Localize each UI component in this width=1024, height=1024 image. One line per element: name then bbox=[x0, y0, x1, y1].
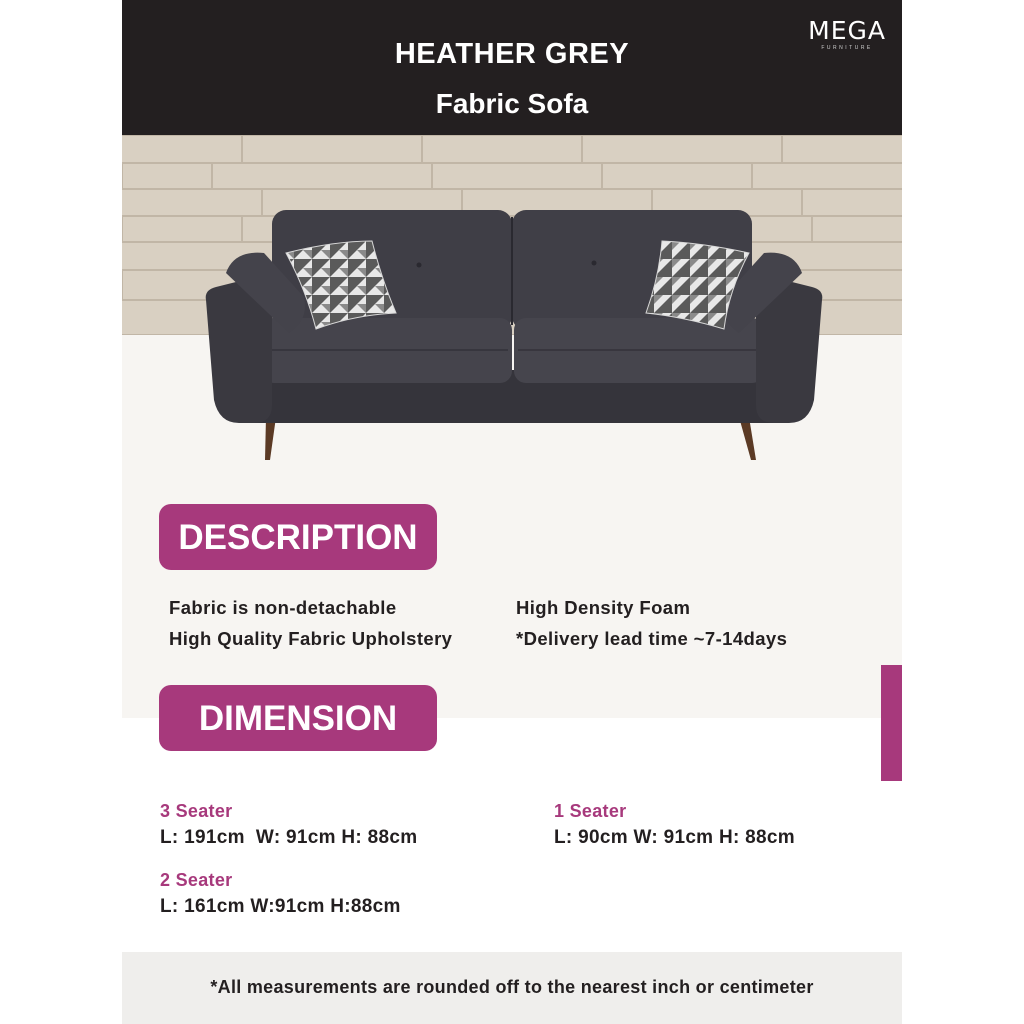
product-card bbox=[122, 0, 902, 1024]
description-heading: DESCRIPTION bbox=[159, 504, 437, 570]
sofa-leg bbox=[265, 417, 276, 460]
description-item: High Density Foam bbox=[516, 597, 691, 618]
footer-note-panel bbox=[122, 952, 902, 1024]
description-item: *Delivery lead time ~7-14days bbox=[516, 628, 788, 649]
description-item: High Quality Fabric Upholstery bbox=[169, 628, 453, 649]
seater-name: 2 Seater bbox=[160, 870, 233, 890]
description-item: Fabric is non-detachable bbox=[169, 597, 397, 618]
seater-dimensions: L: 191cm W: 91cm H: 88cm bbox=[160, 827, 418, 848]
brand-name: MEGA bbox=[808, 16, 886, 45]
header-banner bbox=[122, 0, 902, 135]
dimension-heading: DIMENSION bbox=[159, 685, 437, 751]
seater-name: 3 Seater bbox=[160, 801, 233, 821]
brand-logo bbox=[808, 18, 886, 51]
seater-dimensions: L: 161cm W:91cm H:88cm bbox=[160, 896, 401, 917]
product-subtitle: Fabric Sofa bbox=[435, 88, 589, 119]
product-title: HEATHER GREY bbox=[394, 38, 630, 70]
sofa-leg bbox=[739, 417, 756, 460]
seater-name: 1 Seater bbox=[554, 801, 627, 821]
brand-tagline: FURNITURE bbox=[821, 45, 873, 51]
footer-note: *All measurements are rounded off to the nearest inch or centimeter bbox=[210, 977, 814, 997]
seater-dimensions: L: 90cm W: 91cm H: 88cm bbox=[554, 827, 795, 848]
accent-bar bbox=[881, 665, 902, 781]
sofa-image bbox=[204, 205, 824, 465]
